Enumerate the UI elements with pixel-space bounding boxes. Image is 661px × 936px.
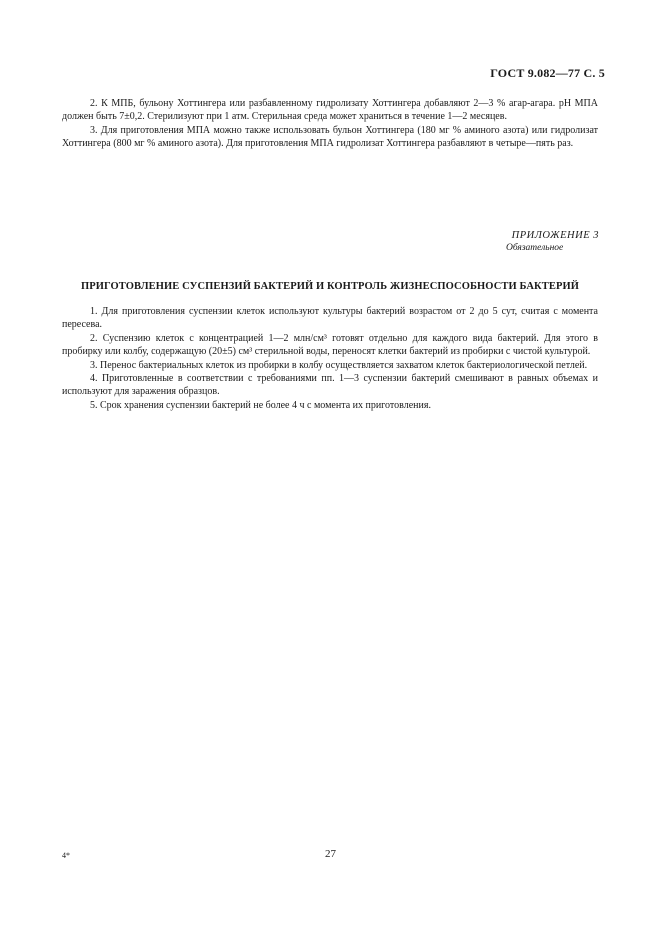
paragraph-2: 2. К МПБ, бульону Хоттингера или разбавленному гидролизату Хоттингера добавляют 2—3 % агар-агара. pH МПА должен быть 7±0,2. Стерилизуют при 1 атм. Стерильная среда может храниться в течение 1—2 месяцев. xyxy=(62,98,598,123)
appendix-paragraph-1: 1. Для приготовления суспензии клеток используют культуры бактерий возрастом от 2 до 5 сут, считая с момента пересева. xyxy=(62,306,598,331)
paragraph-3: 3. Для приготовления МПА можно также использовать бульон Хоттингера (180 мг % аминого азота) или гидролизат Хоттингера (800 мг % аминого азота). Для приготовления МПА гидролизат Хоттингера разбавляют в четыре—пять раз. xyxy=(62,124,598,150)
appendix-paragraph-2: 2. Суспензию клеток с концентрацией 1—2 млн/см³ готовят отдельно для каждого вида бактерий. Для этого в пробирку или колбу, содержащую (20±5) см³ стерильной воды, переносят клетки бактерий из пробирки с чистой культурой. xyxy=(62,332,598,358)
appendix-paragraph-3: 3. Перенос бактериальных клеток из пробирки в колбу осуществляется захватом клеток бактериологической петлей. xyxy=(90,359,588,371)
appendix-body xyxy=(62,305,598,412)
appendix-paragraph-5: 5. Срок хранения суспензии бактерий не более 4 ч с момента их приготовления. xyxy=(90,399,431,411)
top-section xyxy=(62,97,598,151)
appendix-label: ПРИЛОЖЕНИЕ 3 xyxy=(511,230,599,241)
signature-mark: 4* xyxy=(62,851,70,860)
page-header-doc-ref: ГОСТ 9.082—77 С. 5 xyxy=(490,66,605,80)
appendix-paragraph-4: 4. Приготовленные в соответствии с требованиями пп. 1—3 суспензии бактерий смешивают в равных объемах и используют для заражения образцов. xyxy=(62,373,598,398)
appendix-status: Обязательное xyxy=(506,243,564,253)
section-title: ПРИГОТОВЛЕНИЕ СУСПЕНЗИЙ БАКТЕРИЙ И КОНТРОЛЬ ЖИЗНЕСПОСОБНОСТИ БАКТЕРИЙ xyxy=(80,281,580,292)
page-number: 27 xyxy=(325,848,336,860)
